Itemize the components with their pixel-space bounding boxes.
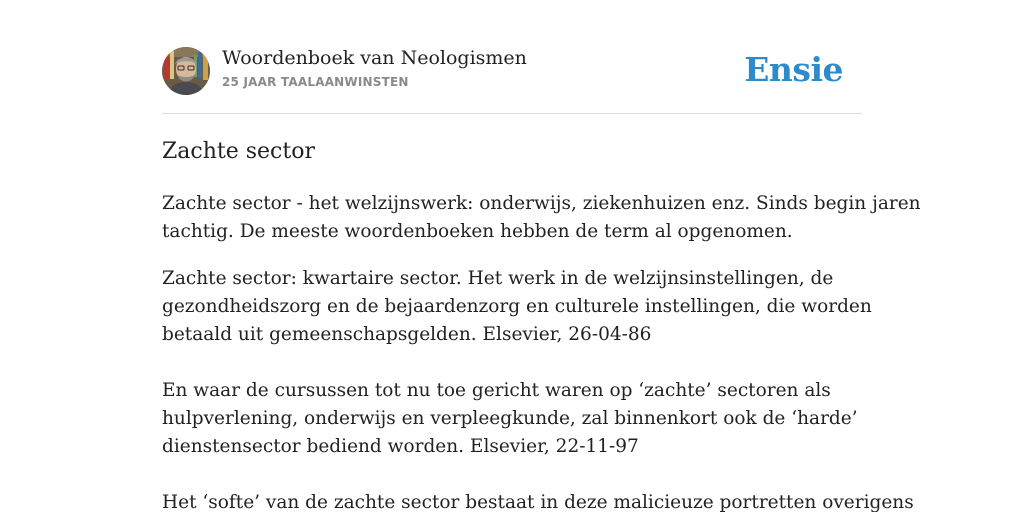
paragraph-break [162, 349, 862, 377]
text-line: betaald uit gemeenschapsgelden. Elsevier, 26-04-86 [162, 324, 652, 345]
text-line: Zachte sector: kwartaire sector. Het werk in de welzijnsinstellingen, de [162, 268, 834, 289]
site-header [162, 46, 862, 114]
text-line: Zachte sector - het welzijnswerk: onderwijs, ziekenhuizen enz. Sinds begin jaren [162, 193, 921, 214]
text-line: dienstensector bediend worden. Elsevier, 22-11-97 [162, 436, 639, 457]
paragraph-break [162, 461, 862, 489]
entry-paragraph [162, 265, 914, 512]
entry-content [162, 136, 921, 512]
site-title[interactable]: Woordenboek van Neologismen [222, 47, 527, 69]
text-line: Het ‘softe’ van de zachte sector bestaat in deze malicieuze portretten overigens [162, 492, 914, 512]
brand-logo[interactable]: Ensie [744, 50, 843, 89]
text-line: gezondheidszorg en de bejaardenzorg en culturele instellingen, die worden [162, 296, 872, 317]
text-line: tachtig. De meeste woordenboeken hebben de term al opgenomen. [162, 221, 793, 242]
person-portrait-icon[interactable] [162, 47, 210, 95]
site-subtitle: 25 JAAR TAALAANWINSTEN [222, 75, 409, 89]
text-line: hulpverlening, onderwijs en verpleegkunde, zal binnenkort ook de ‘harde’ [162, 408, 858, 429]
avatar-image [162, 47, 210, 95]
entry-paragraph [162, 190, 921, 246]
page-title: Zachte sector [162, 139, 315, 164]
text-line: En waar de cursussen tot nu toe gericht waren op ‘zachte’ sectoren als [162, 380, 831, 401]
